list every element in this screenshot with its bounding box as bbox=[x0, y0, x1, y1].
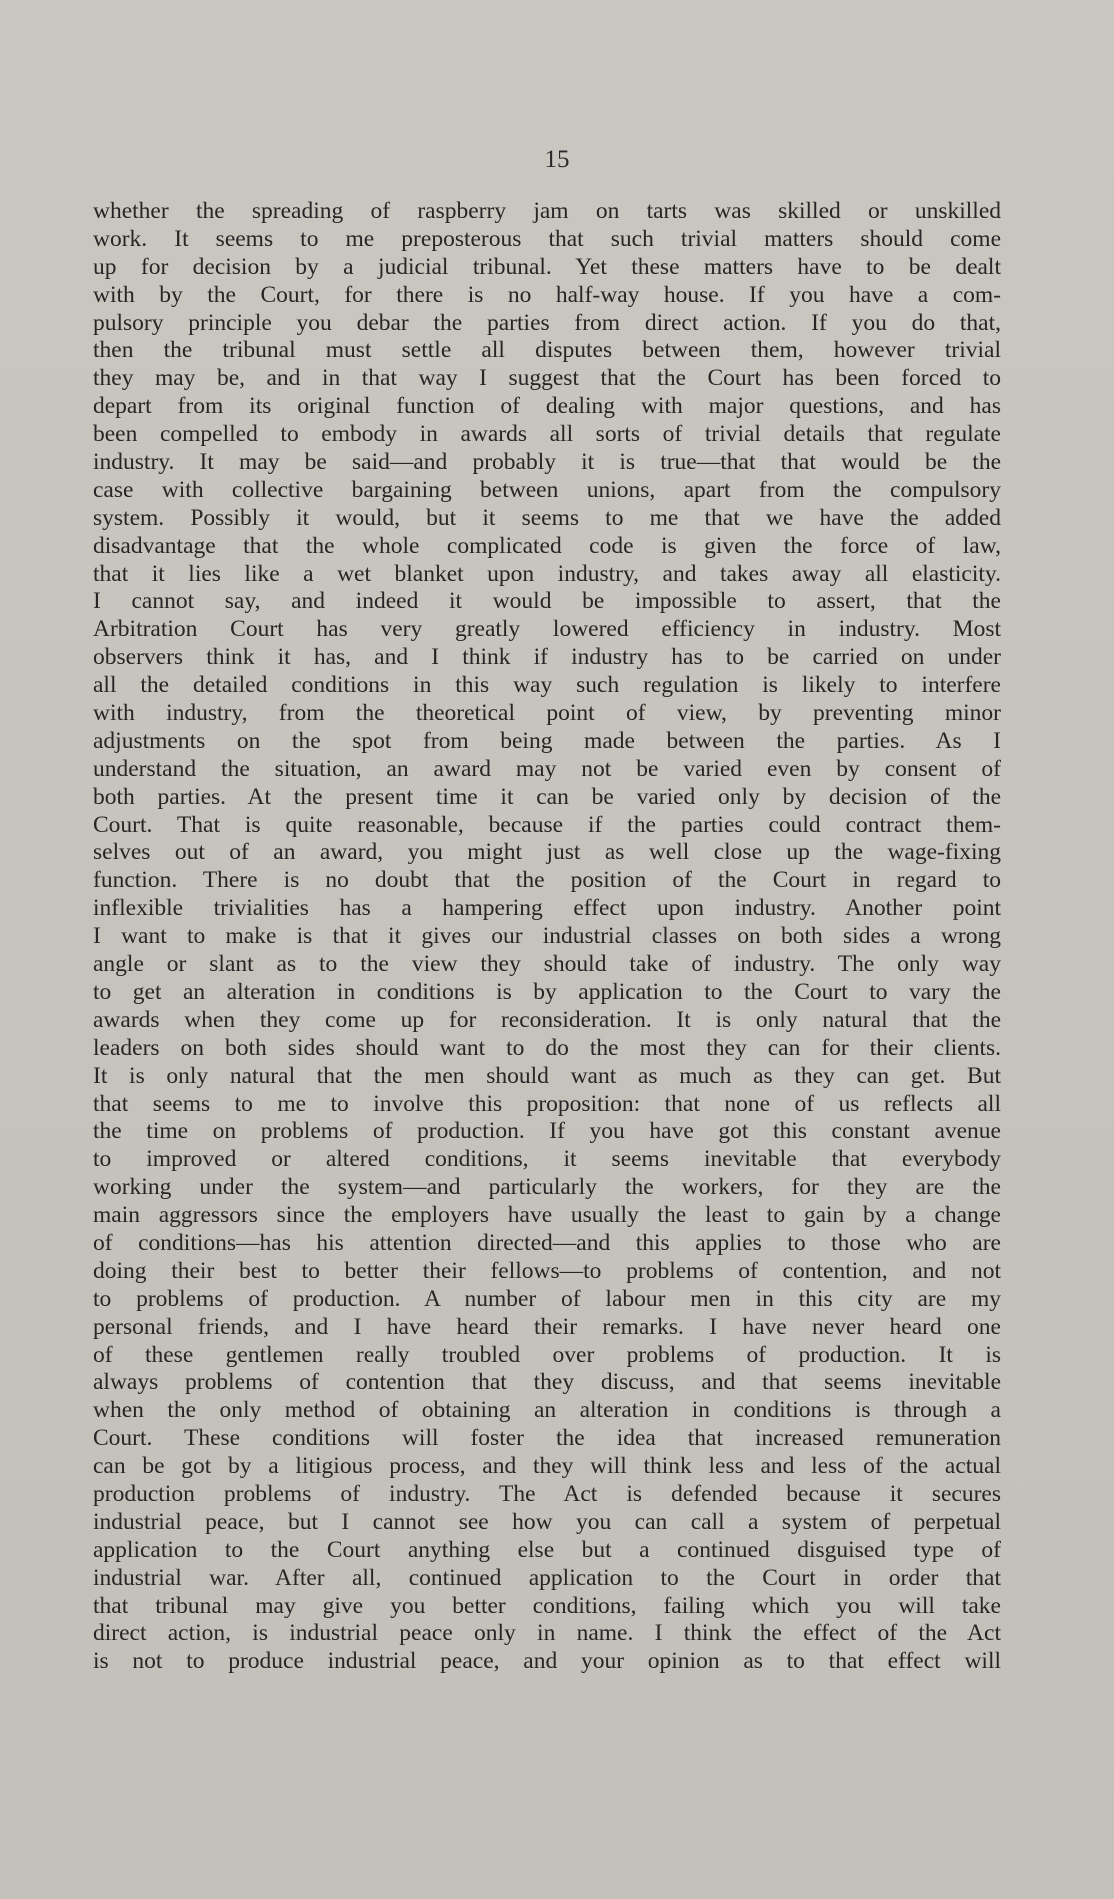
text-line: industrial peace, but I cannot see how you can call a system of perpetual bbox=[93, 1508, 1001, 1535]
text-line: observers think it has, and I think if industry has to be carried on under bbox=[93, 644, 1001, 671]
text-line: the time on problems of production. If you have got this constant avenue bbox=[93, 1118, 1001, 1145]
text-line: leaders on both sides should want to do the most they can for their clients. bbox=[93, 1034, 1001, 1061]
text-line: pulsory principle you debar the parties from direct action. If you do that, bbox=[93, 309, 1001, 336]
text-line: doing their best to better their fellows—to problems of contention, and not bbox=[93, 1257, 1001, 1284]
text-line: understand the situation, an award may not be varied even by consent of bbox=[93, 755, 1001, 782]
text-line: inflexible trivialities has a hampering effect upon industry. Another point bbox=[93, 895, 1001, 922]
text-line: work. It seems to me preposterous that such trivial matters should come bbox=[93, 225, 1001, 252]
page-number: 15 bbox=[544, 146, 570, 173]
text-line: of conditions—has his attention directed—and this applies to those who are bbox=[93, 1229, 1001, 1256]
text-line: It is only natural that the men should want as much as they can get. But bbox=[93, 1062, 1001, 1089]
text-line: that tribunal may give you better conditions, failing which you will take bbox=[93, 1592, 1001, 1619]
text-line: up for decision by a judicial tribunal. Yet these matters have to be dealt bbox=[93, 253, 1001, 280]
text-line: working under the system—and particularly the workers, for they are the bbox=[93, 1174, 1001, 1201]
text-line: adjustments on the spot from being made between the parties. As I bbox=[93, 727, 1001, 754]
text-line: main aggressors since the employers have usually the least to gain by a change bbox=[93, 1202, 1001, 1229]
text-line: been compelled to embody in awards all sorts of trivial details that regulate bbox=[93, 421, 1001, 448]
text-line: of these gentlemen really troubled over problems of production. It is bbox=[93, 1341, 1001, 1368]
text-line: when the only method of obtaining an alteration in conditions is through a bbox=[93, 1397, 1001, 1424]
text-line: Court. That is quite reasonable, because if the parties could contract them- bbox=[93, 811, 1001, 838]
text-line: that it lies like a wet blanket upon industry, and takes away all elasticity. bbox=[93, 560, 1001, 587]
text-line: selves out of an award, you might just as well close up the wage-fixing bbox=[93, 839, 1001, 866]
text-line: function. There is no doubt that the position of the Court in regard to bbox=[93, 867, 1001, 894]
text-line: then the tribunal must settle all disputes between them, however trivial bbox=[93, 337, 1001, 364]
text-line: I cannot say, and indeed it would be impossible to assert, that the bbox=[93, 588, 1001, 615]
text-line: I want to make is that it gives our industrial classes on both sides a wrong bbox=[93, 923, 1001, 950]
text-line: depart from its original function of dealing with major questions, and has bbox=[93, 393, 1001, 420]
text-line: to problems of production. A number of labour men in this city are my bbox=[93, 1285, 1001, 1312]
text-line: with industry, from the theoretical point of view, by preventing minor bbox=[93, 700, 1001, 727]
text-line: is not to produce industrial peace, and your opinion as to that effect will bbox=[93, 1648, 1001, 1675]
text-line: direct action, is industrial peace only in name. I think the effect of the Act bbox=[93, 1620, 1001, 1647]
text-line: Arbitration Court has very greatly lowered efficiency in industry. Most bbox=[93, 616, 1001, 643]
text-line: industrial war. After all, continued application to the Court in order that bbox=[93, 1564, 1001, 1591]
text-line: that seems to me to involve this proposition: that none of us reflects all bbox=[93, 1090, 1001, 1117]
body-text bbox=[93, 198, 1001, 1676]
text-line: whether the spreading of raspberry jam on tarts was skilled or unskilled bbox=[93, 198, 1001, 224]
text-line: system. Possibly it would, but it seems to me that we have the added bbox=[93, 504, 1001, 531]
text-line: production problems of industry. The Act is defended because it secures bbox=[93, 1480, 1001, 1507]
text-line: awards when they come up for reconsideration. It is only natural that the bbox=[93, 1006, 1001, 1033]
text-line: personal friends, and I have heard their remarks. I have never heard one bbox=[93, 1313, 1001, 1340]
text-line: can be got by a litigious process, and they will think less and less of the actual bbox=[93, 1453, 1001, 1480]
text-line: Court. These conditions will foster the idea that increased remuneration bbox=[93, 1425, 1001, 1452]
text-line: industry. It may be said—and probably it is true—that that would be the bbox=[93, 449, 1001, 476]
text-line: to get an alteration in conditions is by application to the Court to vary the bbox=[93, 978, 1001, 1005]
text-line: all the detailed conditions in this way such regulation is likely to interfere bbox=[93, 672, 1001, 699]
text-line: to improved or altered conditions, it seems inevitable that everybody bbox=[93, 1146, 1001, 1173]
text-line: they may be, and in that way I suggest that the Court has been forced to bbox=[93, 365, 1001, 392]
text-line: with by the Court, for there is no half-way house. If you have a com- bbox=[93, 281, 1001, 308]
text-line: angle or slant as to the view they should take of industry. The only way bbox=[93, 951, 1001, 978]
text-line: disadvantage that the whole complicated code is given the force of law, bbox=[93, 532, 1001, 559]
text-line: always problems of contention that they discuss, and that seems inevitable bbox=[93, 1369, 1001, 1396]
text-line: both parties. At the present time it can be varied only by decision of the bbox=[93, 783, 1001, 810]
text-line: application to the Court anything else but a continued disguised type of bbox=[93, 1536, 1001, 1563]
text-line: case with collective bargaining between unions, apart from the compulsory bbox=[93, 476, 1001, 503]
